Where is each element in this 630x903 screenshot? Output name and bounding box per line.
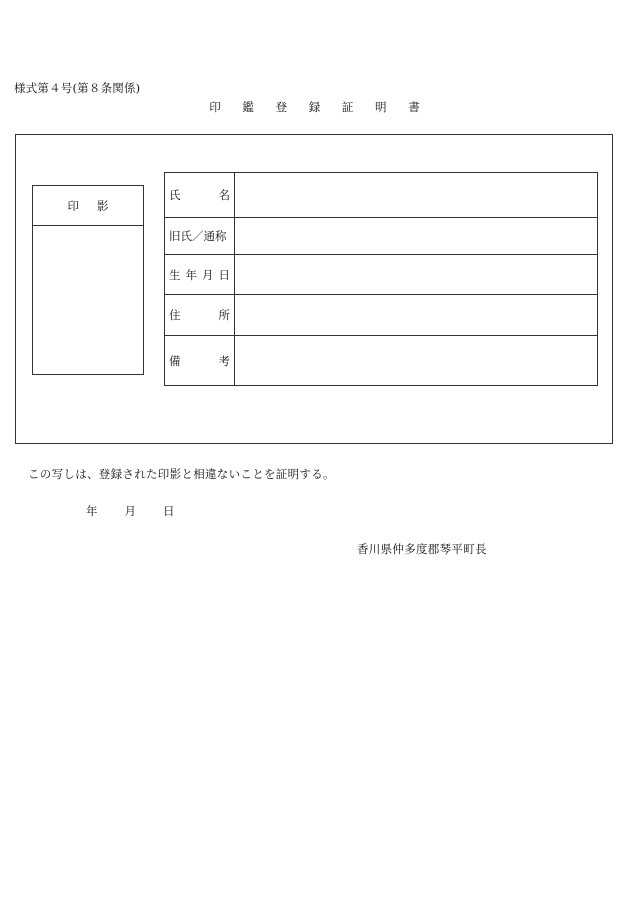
row-label-former-name xyxy=(165,218,235,254)
row-label-address xyxy=(165,295,235,335)
table-row-name xyxy=(165,173,597,218)
registrant-info-table xyxy=(164,172,598,386)
seal-impression-area xyxy=(33,227,143,374)
label-char: 氏 xyxy=(169,188,181,202)
seal-impression-box xyxy=(32,185,144,375)
remarks-value xyxy=(235,336,597,385)
label-char: 備 xyxy=(169,353,181,368)
table-row-remarks xyxy=(165,336,597,385)
label-char: 生 xyxy=(169,267,181,282)
label-char: 旧氏／通称 xyxy=(169,229,227,243)
row-label-remarks xyxy=(165,336,235,385)
issuer-name: 香川県仲多度郡琴平町長 xyxy=(357,542,487,556)
date-day-label: 日 xyxy=(163,504,175,518)
issue-date xyxy=(86,503,175,519)
seal-header-label: 印影 xyxy=(33,186,143,226)
label-char: 所 xyxy=(218,308,230,322)
form-number: 様式第４号(第８条関係) xyxy=(14,81,141,95)
label-char: 住 xyxy=(169,308,181,322)
date-month-label: 月 xyxy=(124,504,136,518)
date-year-label: 年 xyxy=(86,504,98,518)
certification-statement: この写しは、登録された印影と相違ないことを証明する。 xyxy=(28,467,335,481)
table-row-former-name xyxy=(165,218,597,255)
row-label-birth-date xyxy=(165,255,235,294)
label-char: 名 xyxy=(218,188,230,202)
label-char: 月 xyxy=(202,267,214,282)
document-title: 印 鑑 登 録 証 明 書 xyxy=(209,100,429,114)
label-char: 年 xyxy=(185,267,197,282)
table-row-address xyxy=(165,295,597,336)
label-char: 日 xyxy=(218,267,230,282)
birth-date-value xyxy=(235,255,597,294)
row-label-name xyxy=(165,173,235,217)
label-char: 考 xyxy=(218,353,230,368)
name-value xyxy=(235,173,597,217)
table-row-birth-date xyxy=(165,255,597,295)
former-name-value xyxy=(235,218,597,254)
address-value xyxy=(235,295,597,335)
